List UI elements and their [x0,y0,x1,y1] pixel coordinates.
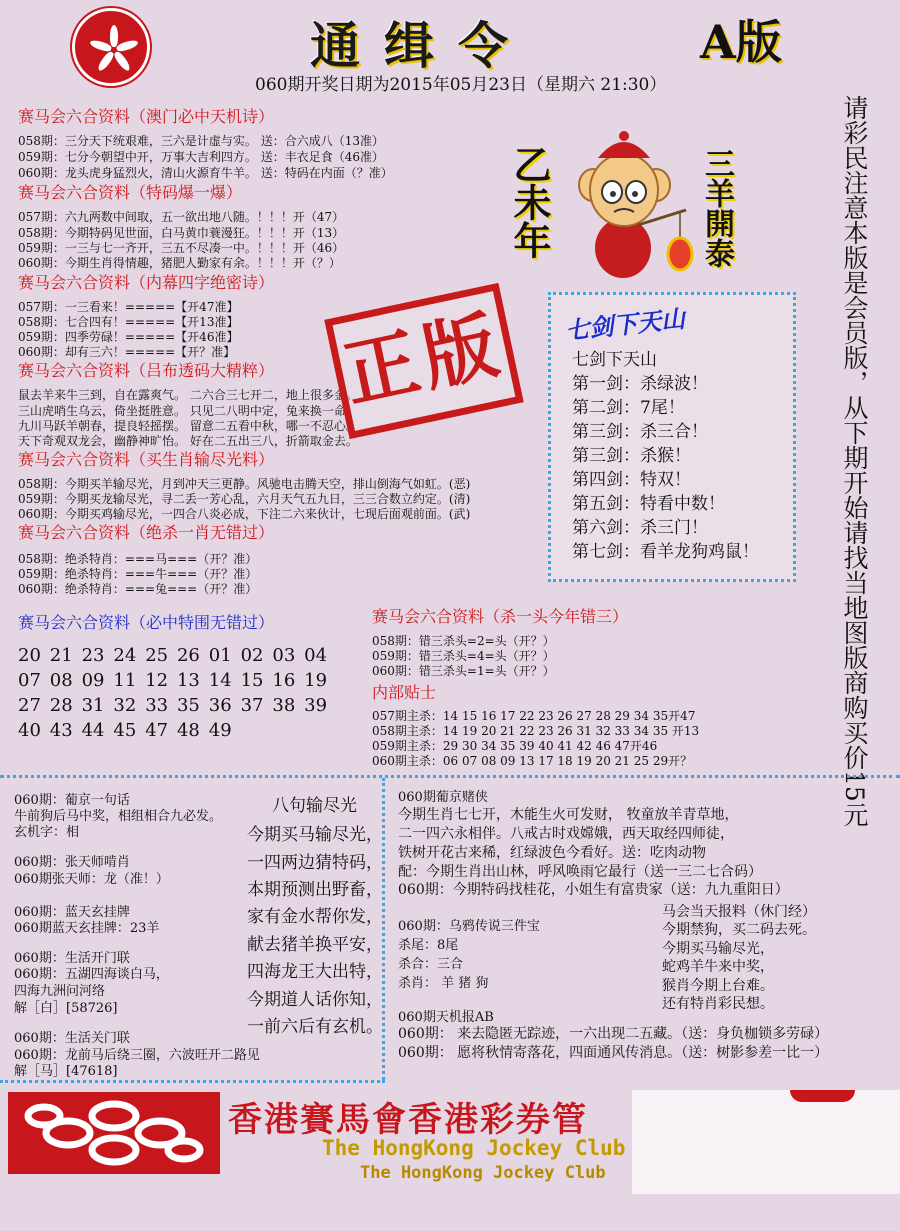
section-line: 059期：七分今朝望中开，万事大吉利四方。 送：丰衣足食（46准） [18,150,384,164]
authentic-stamp: 正版 [324,283,523,439]
must-hit-numbers [18,645,336,741]
poem-line: 今期买马输尽光， [247,825,383,845]
sword-title: 七剑下天山 [572,350,657,370]
hk-emblem-logo [72,8,150,86]
section-line: 060期：今期买鸡输尽光，一四合八炎必成，下注二六来伙计，七现后面观前面。(武) [18,507,471,521]
gambler-line: 二一四六永相伴。八戒古时戏嫦娥，西天取经四师徒， [398,826,734,842]
section-title: 赛马会六合资料（买生肖输尽光料） [18,450,275,469]
crow-line: 杀合：三合 [398,957,464,972]
sword-item: 第五剑：特看中数！ [572,494,725,514]
lower-left-line: 060期：五湖四海谈白马， [14,967,169,982]
number-cell: 28 [49,695,73,716]
seven-swords-header: 七剑下天山 [564,303,687,346]
gambler-line: 配：今期生肖出山林，呼风唤雨它最行（送一三二七合码） [398,864,762,880]
number-cell: 38 [272,695,296,716]
section-line: 鼠去羊来牛三到，自在露爽气。 二六合三七开二，地上很多金。 [18,388,358,402]
section-title: 赛马会六合资料（内幕四字绝密诗） [18,273,275,292]
number-cell: 04 [304,645,328,666]
lower-left-line: 060期：生活开门联 [14,951,130,966]
number-cell: 35 [176,695,200,716]
section-line: 058期：七合四有！=====【开13准】 [18,315,239,329]
lower-left-line: 四海九洲问河络 [14,984,106,999]
number-cell: 02 [240,645,264,666]
poem-line: 献去猪羊换平安， [247,935,383,955]
must-hit-title: 赛马会六合资料（必中特围无错过） [18,613,275,632]
number-cell: 40 [18,720,41,741]
lower-left-line: 060期张天师：龙（准！） [14,872,169,887]
section-line: 058期：今期特码见世面，白马黄巾蓑漫狂。！！！开（13） [18,226,345,240]
report-line: 今期买马输尽光， [662,941,774,957]
gambler-line: 铁树开花古来稀，红绿波色今看好。送：吃肉动物 [398,845,706,861]
number-cell: 07 [18,670,41,691]
kill-head-line: 060期：错三杀头=1=头（开？） [372,664,555,678]
number-cell: 08 [49,670,73,691]
kill-line: 058期主杀：14 19 20 21 22 23 26 31 32 33 34 35 开13 [372,724,700,738]
section-line: 058期：绝杀特肖：===马===（开？准） [18,552,258,566]
number-cell: 27 [18,695,41,716]
inside-tips-title: 内部贴士 [372,683,437,702]
number-cell: 11 [113,670,137,691]
report-line: 蛇鸡羊牛来中奖， [662,959,774,975]
kill-line: 059期主杀：29 30 34 35 39 40 41 42 46 47开46 [372,739,658,753]
number-cell: 20 [18,645,41,666]
section-line: 059期：一三与七一齐开，三五不尽凑一中。！！！开（46） [18,241,345,255]
lower-left-line: 玄机字：相 [14,825,80,840]
number-cell: 36 [208,695,232,716]
number-cell: 12 [145,670,169,691]
number-cell: 32 [113,695,137,716]
crow-line: 060期：乌鸦传说三件宝 [398,919,540,934]
sky-line: 060期： 来去隐匿无踪迹，一六出现二五藏。（送：身负枷锁多劳碌） [398,1026,829,1042]
section-line: 058期：三分天下统艰难，三六是计虚与实。 送：合六成八（13准） [18,134,384,148]
section-title: 赛马会六合资料（吕布透码大精粹） [18,361,275,380]
number-cell: 31 [81,695,105,716]
lower-left-line: 060期蓝天玄挂牌：23羊 [14,921,160,936]
number-cell: 43 [49,720,73,741]
section-line: 060期：绝杀特肖：===兔===（开？准） [18,582,258,596]
section-line: 060期：却有三六！=====【开？准】 [18,345,236,359]
section-line: 059期：今期买龙输尽光，寻二丢一芳心乱，六月天气五九日，三三合数立约定。(清) [18,492,471,506]
number-cell: 39 [304,695,328,716]
sky-line: 060期： 愿将秋情寄落花，四面通风传消息。（送：树影参差一比一） [398,1045,829,1061]
number-cell: 47 [145,720,169,741]
number-cell: 15 [240,670,264,691]
sword-item: 第四剑：特双！ [572,470,691,490]
report-line: 还有特肖彩民想。 [662,996,774,1012]
kill-head-line: 058期：错三杀头=2=头（开？） [372,634,555,648]
kill-head-title: 赛马会六合资料（杀一头今年错三） [372,607,629,626]
lower-left-line: 060期：张天师啃肖 [14,855,130,870]
gambler-line: 今期生肖七七开，木能生火可发财， 牧童放羊青草地， [398,807,739,823]
section-line: 057期：六九两数中间取，五一欲出地八随。！！！开（47） [18,210,345,224]
section-line: 三山虎哨生乌云，倚坐挺胜意。 只见二八明中定，兔来换一命。 [18,404,358,418]
footer-blank-panel [632,1090,900,1194]
number-cell: 44 [81,720,105,741]
number-cell: 23 [81,645,105,666]
report-line: 猴肖今期上台难。 [662,978,774,994]
crow-line: 杀尾：8尾 [398,938,459,953]
section-line: 九川马跃羊朝春，提良轻摇摆。 留意二五看中秋，哪一不忍心。 [18,419,358,433]
jockey-club-name-en: The HongKong Jockey Club [322,1136,626,1160]
section-line: 059期：绝杀特肖：===牛===（开？准） [18,567,258,581]
sword-item: 第六剑：杀三门！ [572,518,708,538]
number-cell: 09 [81,670,105,691]
sky-line: 060期天机报AB [398,1010,494,1025]
footer-decoration [790,1090,855,1102]
divider [0,1080,385,1083]
number-cell: 49 [208,720,232,741]
sheep-sign: 三羊開泰 [699,148,734,268]
section-line: 060期：龙头虎身猛烈火，清山火源育牛羊。 送：特码在内面（？准） [18,166,393,180]
number-cell: 48 [176,720,200,741]
poem-line: 家有金水帮你发， [247,907,383,927]
lower-left-line: 解［白］[58726] [14,1001,118,1016]
member-notice: 请彩民注意本版是会员版，从下期开始请找当地图版商购买价15元 [840,95,869,827]
poem-line: 本期预测出野畜， [247,880,383,900]
section-line: 天下奇观双龙会，幽静神旷怡。 好在二五出三八，折箭取金去。 [18,434,358,448]
section-line: 059期：四季劳碌！=====【开46准】 [18,330,239,344]
lower-left-line: 060期：葡京一句话 [14,793,130,808]
sword-item: 第一剑：杀绿波！ [572,374,708,394]
poem-title: 八句输尽光 [272,796,357,816]
crow-line: 杀肖： 羊 猪 狗 [398,976,489,991]
number-cell: 24 [113,645,137,666]
jockey-club-name-zh: 香港賽馬會香港彩券管 [228,1100,588,1140]
poem-line: 一前六后有玄机。 [247,1017,383,1037]
lower-left-line: 牛前狗后马中奖，相组相合九必发。 [14,809,223,824]
gambler-line: 060期：今期特码找桂花，小姐生有富贵家（送：九九重阳日） [398,882,789,898]
section-line: 057期：一三看来！=====【开47准】 [18,300,239,314]
number-cell: 19 [304,670,328,691]
number-cell: 14 [208,670,232,691]
year-sign: 乙未年 [507,145,552,259]
poem-line: 一四两边猜特码， [247,853,383,873]
lower-left-line: 解［马］[47618] [14,1064,118,1079]
lower-left-line: 060期：龙前马后绕三圈，六波旺开二路见 [14,1048,260,1063]
sword-item: 第三剑：杀三合！ [572,422,708,442]
lower-left-line: 060期：蓝天玄挂牌 [14,905,130,920]
kill-line: 057期主杀：14 15 16 17 22 23 26 27 28 29 34 35开47 [372,709,696,723]
jockey-club-name-en: The HongKong Jockey Club [360,1163,606,1183]
sword-item: 第七剑：看羊龙狗鸡鼠！ [572,542,759,562]
poem-line: 四海龙王大出特， [247,962,383,982]
section-title: 赛马会六合资料（特码爆一爆） [18,183,243,202]
poem-line: 今期道人话你知， [247,990,383,1010]
jockey-club-knot-icon [8,1092,220,1174]
section-line: 058期：今期买羊输尽光，月到冲天三更静。风驰电击腾天空，排山倒海气如虹。(恶) [18,477,471,491]
monkey-illustration [568,130,698,290]
number-cell: 25 [145,645,169,666]
page-title: 通缉令 [310,16,532,75]
number-cell: 45 [113,720,137,741]
sword-item: 第三剑：杀猴！ [572,446,691,466]
number-cell: 13 [176,670,200,691]
number-cell: 26 [176,645,200,666]
number-cell: 37 [240,695,264,716]
section-title: 赛马会六合资料（澳门必中天机诗） [18,107,275,126]
divider [0,775,900,778]
sword-item: 第二剑：7尾！ [572,398,685,418]
kill-line: 060期主杀：06 07 08 09 13 17 18 19 20 21 25 29开？ [372,754,693,768]
number-cell: 21 [49,645,73,666]
number-cell: 03 [272,645,296,666]
number-cell: 16 [272,670,296,691]
jockey-club-logo [8,1092,220,1174]
kill-head-line: 059期：错三杀头=4=头（开？） [372,649,555,663]
edition-label: A版 [700,15,782,69]
number-cell: 33 [145,695,169,716]
gambler-line: 060期葡京赌侠 [398,790,488,805]
number-cell: 01 [208,645,232,666]
lower-left-line: 060期：生活关门联 [14,1031,130,1046]
draw-date: 060期开奖日期为2015年05月23日（星期六 21:30） [255,75,667,95]
section-title: 赛马会六合资料（绝杀一肖无错过） [18,523,275,542]
report-line: 马会当天报料（休门经） [662,904,816,920]
section-line: 060期：今期生肖得情趣，猪肥人勤家有余。！！！开（？） [18,256,341,270]
report-line: 今期禁狗，买二码去死。 [662,922,816,938]
